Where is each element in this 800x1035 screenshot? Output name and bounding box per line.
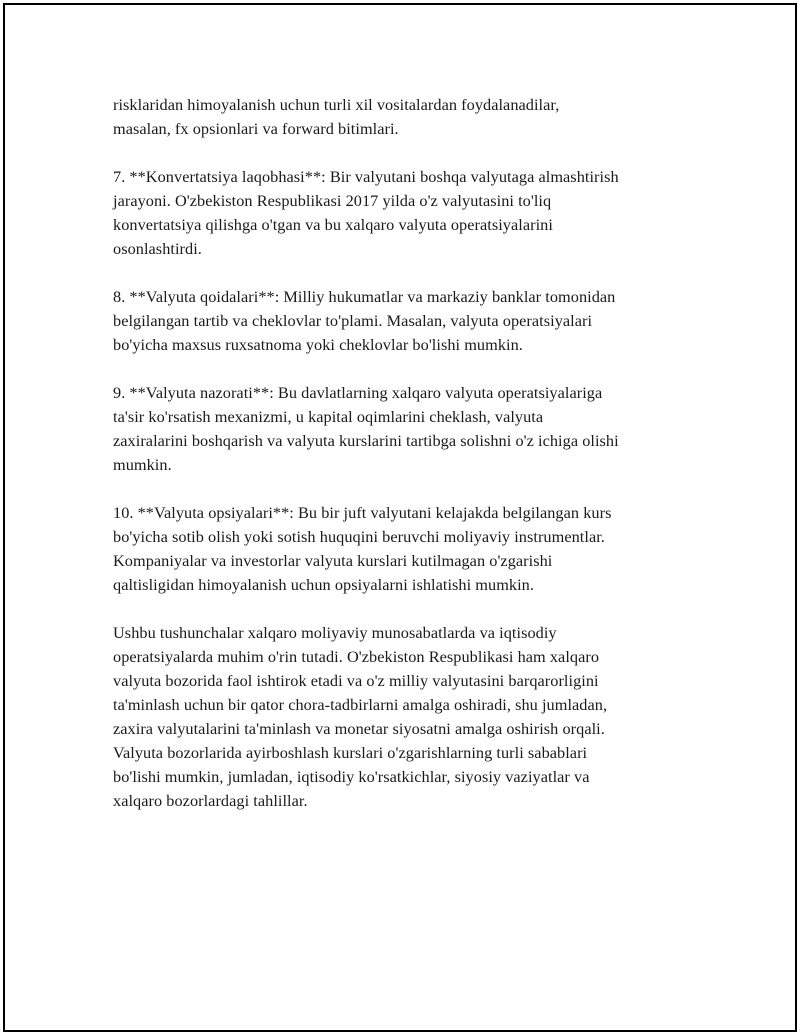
paragraph-item-10-valyuta-opsiyalari: 10. **Valyuta opsiyalari**: Bu bir juft valyutani kelajakda belgilangan kurs bo'yicha sotib olish yoki sotish huquqini beruvchi moliyaviy instrumentlar. Kompaniyalar va investorlar valyuta kurslari kutilmagan o'zgarishi qaltisligidan himoyalanish uchun opsiyalarni ishlatishi mumkin. bbox=[113, 503, 612, 594]
paragraph-item-7-konvertatsiya: 7. **Konvertatsiya laqobhasi**: Bir valyutani boshqa valyutaga almashtirish jarayoni. O'zbekiston Respublikasi 2017 yilda o'z valyutasini to'liq konvertatsiya qilishga o'tgan va bu xalqaro valyuta operatsiyalarini osonlashtirdi. bbox=[113, 167, 619, 258]
paragraph-item-9-valyuta-nazorati: 9. **Valyuta nazorati**: Bu davlatlarning xalqaro valyuta operatsiyalariga ta'sir ko'rsatish mexanizmi, u kapital oqimlarini cheklash, valyuta zaxiralarini boshqarish va valyuta kurslarini tartibga solishni o'z ichiga olishi mumkin. bbox=[113, 383, 619, 474]
paragraph-intro-continuation: risklaridan himoyalanish uchun turli xil vositalardan foydalanadilar, masalan, fx opsionlari va forward bitimlari. bbox=[113, 95, 560, 138]
paragraph-item-8-valyuta-qoidalari: 8. **Valyuta qoidalari**: Milliy hukumatlar va markaziy banklar tomonidan belgilangan tartib va cheklovlar to'plami. Masalan, valyuta operatsiyalari bo'yicha maxsus ruxsatnoma yoki cheklovlar bo'lishi mumkin. bbox=[113, 287, 616, 354]
document-body bbox=[113, 93, 703, 837]
paragraph-conclusion: Ushbu tushunchalar xalqaro moliyaviy munosabatlarda va iqtisodiy operatsiyalarda muhim o'rin tutadi. O'zbekiston Respublikasi ham xalqaro valyuta bozorida faol ishtirok etadi va o'z milliy valyutasini barqarorligini ta'minlash uchun bir qator chora-tadbirlarni amalga oshiradi, shu jumladan, zaxira valyutalarini ta'minlash va monetar siyosatni amalga oshirish orqali. Valyuta bozorlarida ayirboshlash kurslari o'zgarishlarning turli sabablari bo'lishi mumkin, jumladan, iqtisodiy ko'rsatkichlar, siyosiy vaziyatlar va xalqaro bozorlardagi tahlillar. bbox=[113, 623, 608, 810]
